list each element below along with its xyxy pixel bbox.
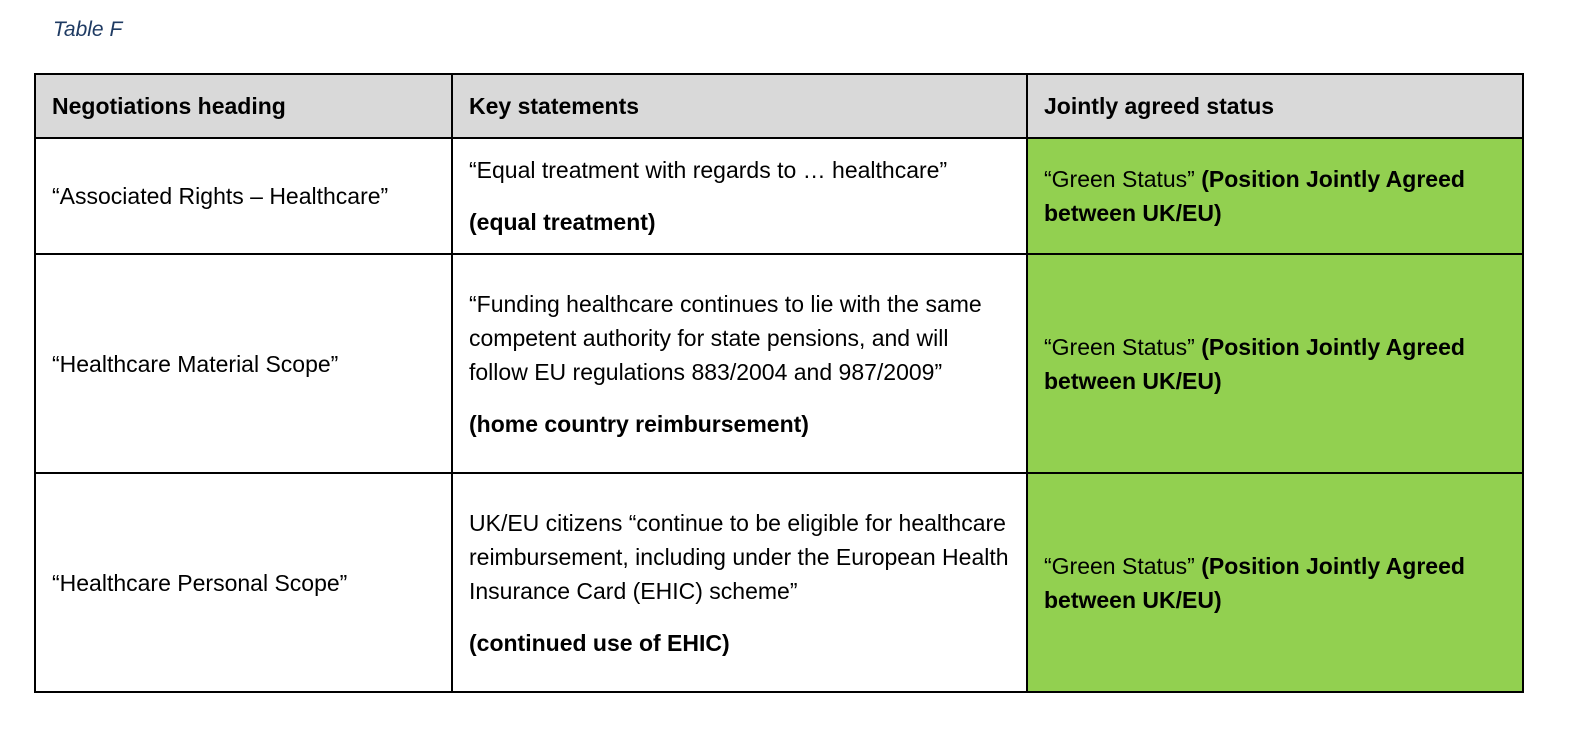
key-statement-text: “Funding healthcare continues to lie with the same competent authority for state pensions, and will follow EU regulations 883/2004 and 987/2009” (469, 290, 982, 385)
status-cell (1027, 473, 1523, 692)
status-detail: (Position Jointly Agreed between UK/EU) (1044, 552, 1465, 613)
key-statement-cell (452, 254, 1027, 473)
key-statement-summary: (home country reimbursement) (469, 410, 809, 437)
key-statement-text: “Equal treatment with regards to … healthcare” (469, 157, 948, 183)
header-jointly-agreed-status: Jointly agreed status (1027, 74, 1523, 138)
negotiations-heading-cell: “Healthcare Material Scope” (35, 254, 452, 473)
header-negotiations-heading: Negotiations heading (35, 74, 452, 138)
negotiations-heading-cell: “Associated Rights – Healthcare” (35, 138, 452, 254)
key-statement-summary: (continued use of EHIC) (469, 629, 730, 656)
table-caption: Table F (53, 18, 123, 41)
key-statement-summary: (equal treatment) (469, 209, 656, 235)
table-row (35, 473, 1523, 692)
status-cell (1027, 138, 1523, 254)
status-label: “Green Status” (1044, 552, 1195, 579)
table-header-row (35, 74, 1523, 138)
table-row (35, 254, 1523, 473)
header-key-statements: Key statements (452, 74, 1027, 138)
key-statement-cell (452, 473, 1027, 692)
status-detail: (Position Jointly Agreed between UK/EU) (1044, 333, 1465, 394)
status-label: “Green Status” (1044, 166, 1195, 192)
key-statement-cell (452, 138, 1027, 254)
negotiations-heading-cell: “Healthcare Personal Scope” (35, 473, 452, 692)
key-statement-text: UK/EU citizens “continue to be eligible for healthcare reimbursement, including under the European Health Insurance Card (EHIC) scheme” (469, 509, 1009, 604)
table-row (35, 138, 1523, 254)
status-cell (1027, 254, 1523, 473)
negotiations-table (34, 73, 1524, 693)
status-label: “Green Status” (1044, 333, 1195, 360)
status-detail: (Position Jointly Agreed between UK/EU) (1044, 166, 1465, 226)
